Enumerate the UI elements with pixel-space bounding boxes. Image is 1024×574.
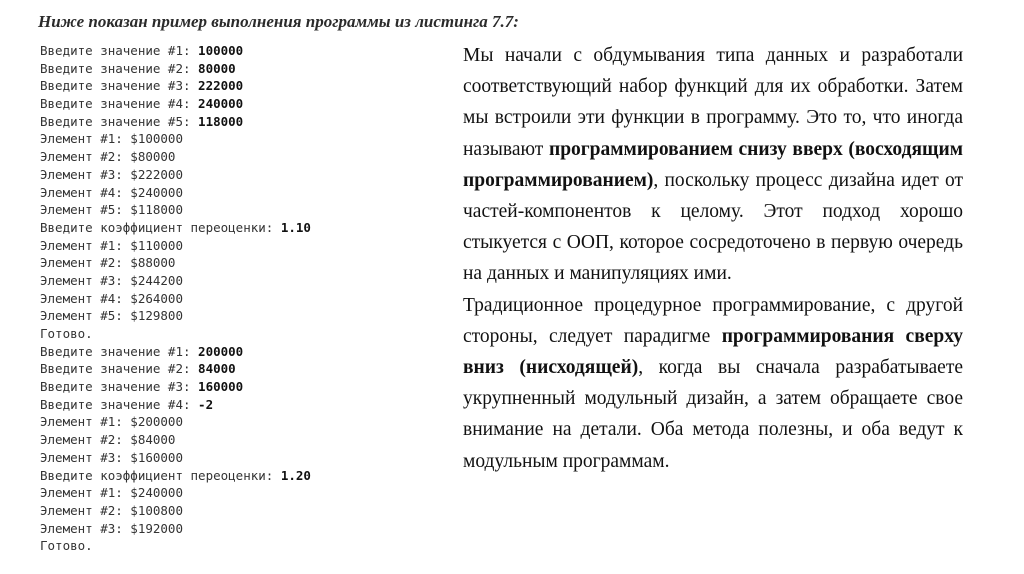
console-line bbox=[40, 431, 311, 449]
console-line-text: Элемент #5: $118000 bbox=[40, 202, 183, 218]
console-line bbox=[40, 201, 311, 219]
paragraph-text: Традиционное процедурное программирование, с другой стороны, следует парадигме bbox=[463, 294, 963, 347]
console-line bbox=[40, 219, 311, 237]
console-line-text: Элемент #2: $100800 bbox=[40, 502, 183, 518]
console-line-text: Введите коэффициент переоценки: bbox=[40, 467, 281, 483]
console-line-text: Элемент #1: $100000 bbox=[40, 131, 183, 147]
listing-heading: Ниже показан пример выполнения программы из листинга 7.7: bbox=[38, 12, 519, 31]
console-input-value: 80000 bbox=[198, 60, 236, 76]
console-line-text: Элемент #3: $244200 bbox=[40, 272, 183, 288]
console-line bbox=[40, 360, 311, 378]
console-line bbox=[40, 148, 311, 166]
console-line-text: Введите значение #5: bbox=[40, 113, 199, 129]
console-line bbox=[40, 520, 311, 538]
console-line bbox=[40, 254, 311, 272]
console-line bbox=[40, 343, 311, 361]
console-line bbox=[40, 467, 311, 485]
console-line-text: Элемент #4: $264000 bbox=[40, 290, 183, 306]
console-line-text: Элемент #1: $240000 bbox=[40, 485, 183, 501]
console-line bbox=[40, 130, 311, 148]
bold-term: программированием снизу вверх (восходящим программированием) bbox=[463, 138, 963, 191]
console-line bbox=[40, 166, 311, 184]
console-input-value: 160000 bbox=[198, 379, 244, 395]
console-line bbox=[40, 42, 311, 60]
console-line bbox=[40, 272, 311, 290]
bold-term: программирования сверху вниз (нисходящей) bbox=[463, 325, 964, 379]
console-input-value: -2 bbox=[198, 396, 214, 412]
console-line-text: Готово. bbox=[40, 538, 93, 554]
console-line-text: Элемент #2: $84000 bbox=[40, 432, 176, 448]
console-line bbox=[40, 396, 311, 414]
console-line-text: Элемент #3: $222000 bbox=[40, 166, 183, 182]
console-line-text: Элемент #3: $160000 bbox=[40, 449, 183, 465]
console-line bbox=[40, 290, 311, 308]
console-line bbox=[40, 184, 311, 202]
console-line bbox=[40, 502, 311, 520]
console-line bbox=[40, 95, 311, 113]
console-line bbox=[40, 378, 311, 396]
paragraph-text: , когда вы сначала разрабатываете укрупненный модульный дизайн, а затем обращаете свое внимание на детали. Оба метода полезны, и оба ведут к модульным программам. bbox=[463, 357, 964, 472]
console-line bbox=[40, 325, 311, 343]
console-line-text: Элемент #2: $88000 bbox=[40, 255, 176, 271]
console-input-value: 222000 bbox=[198, 78, 244, 94]
console-line-text: Элемент #4: $240000 bbox=[40, 184, 183, 200]
paragraph bbox=[463, 290, 963, 477]
console-input-value: 1.10 bbox=[280, 219, 311, 235]
console-line-text: Введите значение #1: bbox=[40, 43, 199, 58]
console-line-text: Введите коэффициент переоценки: bbox=[40, 219, 281, 235]
console-line-text: Введите значение #3: bbox=[40, 379, 199, 395]
console-line-text: Введите значение #2: bbox=[40, 361, 199, 377]
console-line bbox=[40, 77, 311, 95]
console-line bbox=[40, 537, 311, 555]
console-line bbox=[40, 413, 311, 431]
console-line bbox=[40, 307, 311, 325]
console-input-value: 100000 bbox=[198, 43, 244, 58]
console-line-text: Введите значение #3: bbox=[40, 78, 199, 94]
console-input-value: 240000 bbox=[198, 96, 244, 112]
console-line bbox=[40, 237, 311, 255]
paragraph-text: , поскольку процесс дизайна идет от частей-компонентов к целому. Этот подход хорошо стыкуется с ООП, которое сосредоточено в первую очередь на данных и манипуляциях ими. bbox=[463, 169, 963, 285]
console-line-text: Введите значение #1: bbox=[40, 343, 199, 359]
console-line-text: Элемент #1: $200000 bbox=[40, 414, 183, 430]
console-line-text: Элемент #2: $80000 bbox=[40, 149, 176, 165]
console-input-value: 118000 bbox=[198, 113, 244, 129]
console-input-value: 84000 bbox=[198, 361, 236, 377]
console-line bbox=[40, 449, 311, 467]
console-line bbox=[40, 484, 311, 502]
explanation-text bbox=[463, 40, 963, 477]
paragraph-text: Мы начали с обдумывания типа данных и разработали соответствующий набор функций для их обработки. Затем мы встроили эти функции в программу. Это то, что иногда называют bbox=[463, 45, 963, 160]
console-line-text: Введите значение #2: bbox=[40, 60, 199, 76]
console-line bbox=[40, 113, 311, 131]
console-line-text: Элемент #5: $129800 bbox=[40, 308, 183, 324]
console-line-text: Введите значение #4: bbox=[40, 96, 199, 112]
console-line-text: Готово. bbox=[40, 326, 93, 341]
console-input-value: 1.20 bbox=[280, 467, 311, 483]
console-line-text: Элемент #1: $110000 bbox=[40, 237, 183, 253]
paragraph bbox=[463, 40, 963, 290]
console-output bbox=[40, 42, 311, 555]
console-line-text: Введите значение #4: bbox=[40, 396, 199, 412]
console-input-value: 200000 bbox=[198, 343, 244, 359]
console-line-text: Элемент #3: $192000 bbox=[40, 520, 183, 536]
console-line bbox=[40, 60, 311, 78]
